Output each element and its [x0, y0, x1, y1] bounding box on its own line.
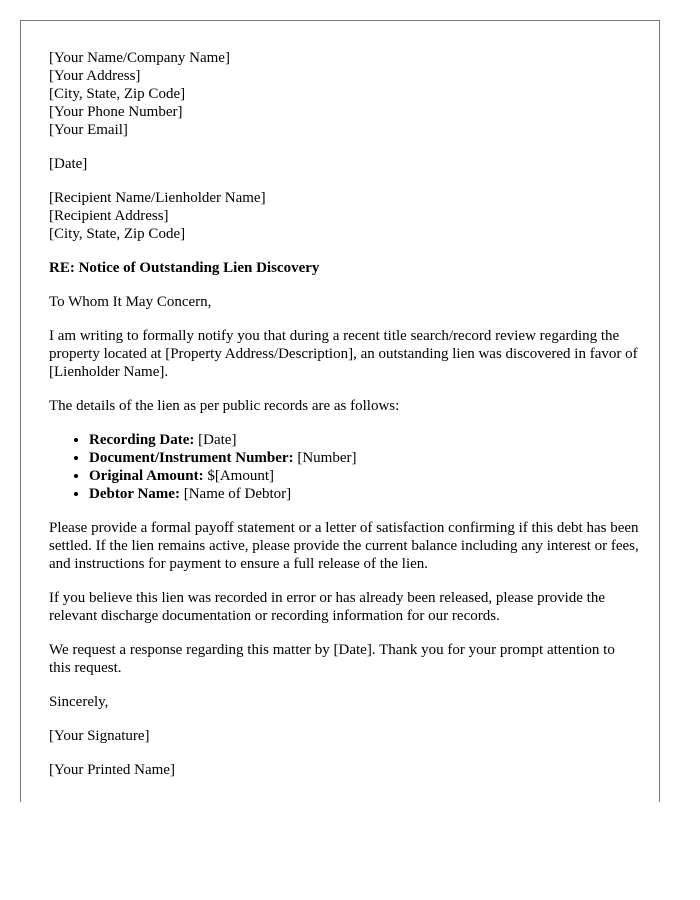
deadline-paragraph: We request a response regarding this matter by [Date]. Thank you for your prompt attention to this request.: [49, 642, 615, 676]
list-item: [89, 467, 639, 485]
printed-name-line: [Your Printed Name]: [49, 762, 175, 778]
recipient-address: [Recipient Address]: [49, 208, 169, 224]
subject-line: RE: Notice of Outstanding Lien Discovery: [49, 260, 320, 276]
sender-address: [Your Address]: [49, 68, 141, 84]
valediction: Sincerely,: [49, 694, 109, 710]
lien-details-list: [49, 431, 639, 503]
details-intro-paragraph: The details of the lien as per public records are as follows:: [49, 398, 400, 414]
letter-date: [Date]: [49, 156, 88, 172]
intro-paragraph: I am writing to formally notify you that during a recent title search/record review regarding the property located at [Property Address/Description], an outstanding lien was discovered in favor of [Lienholder Name].: [49, 328, 638, 380]
list-item: [89, 449, 639, 467]
signature-line: [Your Signature]: [49, 728, 150, 744]
letter-body: [49, 49, 639, 795]
sender-email: [Your Email]: [49, 122, 128, 138]
detail-label: Debtor Name:: [89, 486, 180, 502]
sender-phone: [Your Phone Number]: [49, 104, 183, 120]
payoff-request-paragraph: Please provide a formal payoff statement or a letter of satisfaction confirming if this debt has been settled. If the lien remains active, please provide the current balance including any interest or fees, and instructions for payment to ensure a full release of the lien.: [49, 520, 639, 572]
sender-block: [49, 49, 639, 139]
letter-page: [20, 20, 660, 802]
detail-value: [Date]: [194, 432, 237, 448]
recipient-name: [Recipient Name/Lienholder Name]: [49, 190, 266, 206]
list-item: [89, 431, 639, 449]
list-item: [89, 485, 639, 503]
detail-label: Recording Date:: [89, 432, 195, 448]
sender-city-state-zip: [City, State, Zip Code]: [49, 86, 186, 102]
recipient-city-state-zip: [City, State, Zip Code]: [49, 226, 186, 242]
detail-value: $[Amount]: [203, 468, 275, 484]
detail-value: [Number]: [293, 450, 357, 466]
detail-label: Document/Instrument Number:: [89, 450, 294, 466]
recipient-block: [49, 189, 639, 243]
salutation: To Whom It May Concern,: [49, 294, 212, 310]
error-clause-paragraph: If you believe this lien was recorded in error or has already been released, please provide the relevant discharge documentation or recording information for our records.: [49, 590, 606, 624]
detail-value: [Name of Debtor]: [179, 486, 292, 502]
sender-name: [Your Name/Company Name]: [49, 50, 230, 66]
detail-label: Original Amount:: [89, 468, 204, 484]
